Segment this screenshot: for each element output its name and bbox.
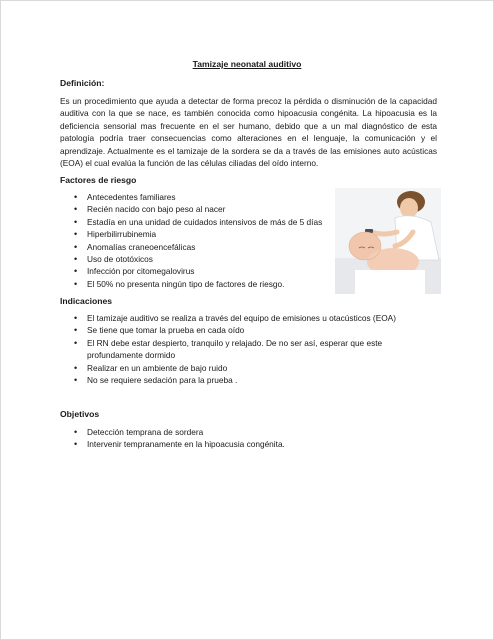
newborn-hearing-test-illustration xyxy=(335,188,441,294)
objetivos-heading: Objetivos xyxy=(60,409,100,419)
list-item: • Infección por citomegalovirus xyxy=(60,265,330,277)
document-title: Tamizaje neonatal auditivo xyxy=(192,59,302,69)
definicion-paragraph: Es un procedimiento que ayuda a detectar de forma precoz la pérdida o disminución de la capacidad auditiva con la que se nace, es también conocida como hipoacusia congénita. La hipoacusia es la deficiencia sensorial mas frecuente en el ser humano, debido que a un mal diagnóstico de esta patología podría traer consecuencias como alteraciones en el lenguaje, la comunicación y el aprendizaje. Actualmente es el tamizaje de la sordera se da a través de las emisiones auto acústicas (EOA) el cual evalúa la función de las células ciliadas del oído interno. xyxy=(60,96,437,169)
indicaciones-list xyxy=(60,312,440,386)
list-item: • Se tiene que tomar la prueba en cada oído xyxy=(60,324,440,336)
definicion-heading: Definición: xyxy=(60,78,105,88)
list-item: • Intervenir tempranamente en la hipoacusia congénita. xyxy=(60,438,440,450)
indicaciones-heading: Indicaciones xyxy=(60,296,113,306)
list-item: • El 50% no presenta ningún tipo de factores de riesgo. xyxy=(60,278,330,290)
list-item: • El RN debe estar despierto, tranquilo y relajado. De no ser así, esperar que este profundamente dormido xyxy=(60,337,440,362)
list-item: • Antecedentes familiares xyxy=(60,191,330,203)
factores-list xyxy=(60,191,330,290)
list-item: • Recién nacido con bajo peso al nacer xyxy=(60,203,330,215)
objetivos-list xyxy=(60,426,440,451)
factores-heading: Factores de riesgo xyxy=(60,175,137,185)
list-item: • Anomalías craneoencefálicas xyxy=(60,241,330,253)
list-item: • Hiperbilirrubinemia xyxy=(60,228,330,240)
list-item: • No se requiere sedación para la prueba . xyxy=(60,374,440,386)
list-item: • El tamizaje auditivo se realiza a través del equipo de emisiones u otacústicos (EOA) xyxy=(60,312,440,324)
list-item: • Realizar en un ambiente de bajo ruido xyxy=(60,362,440,374)
newborn-hearing-test-photo xyxy=(335,188,441,294)
list-item: • Detección temprana de sordera xyxy=(60,426,440,438)
list-item: • Estadía en una unidad de cuidados intensivos de más de 5 días xyxy=(60,216,330,228)
list-item: • Uso de ototóxicos xyxy=(60,253,330,265)
